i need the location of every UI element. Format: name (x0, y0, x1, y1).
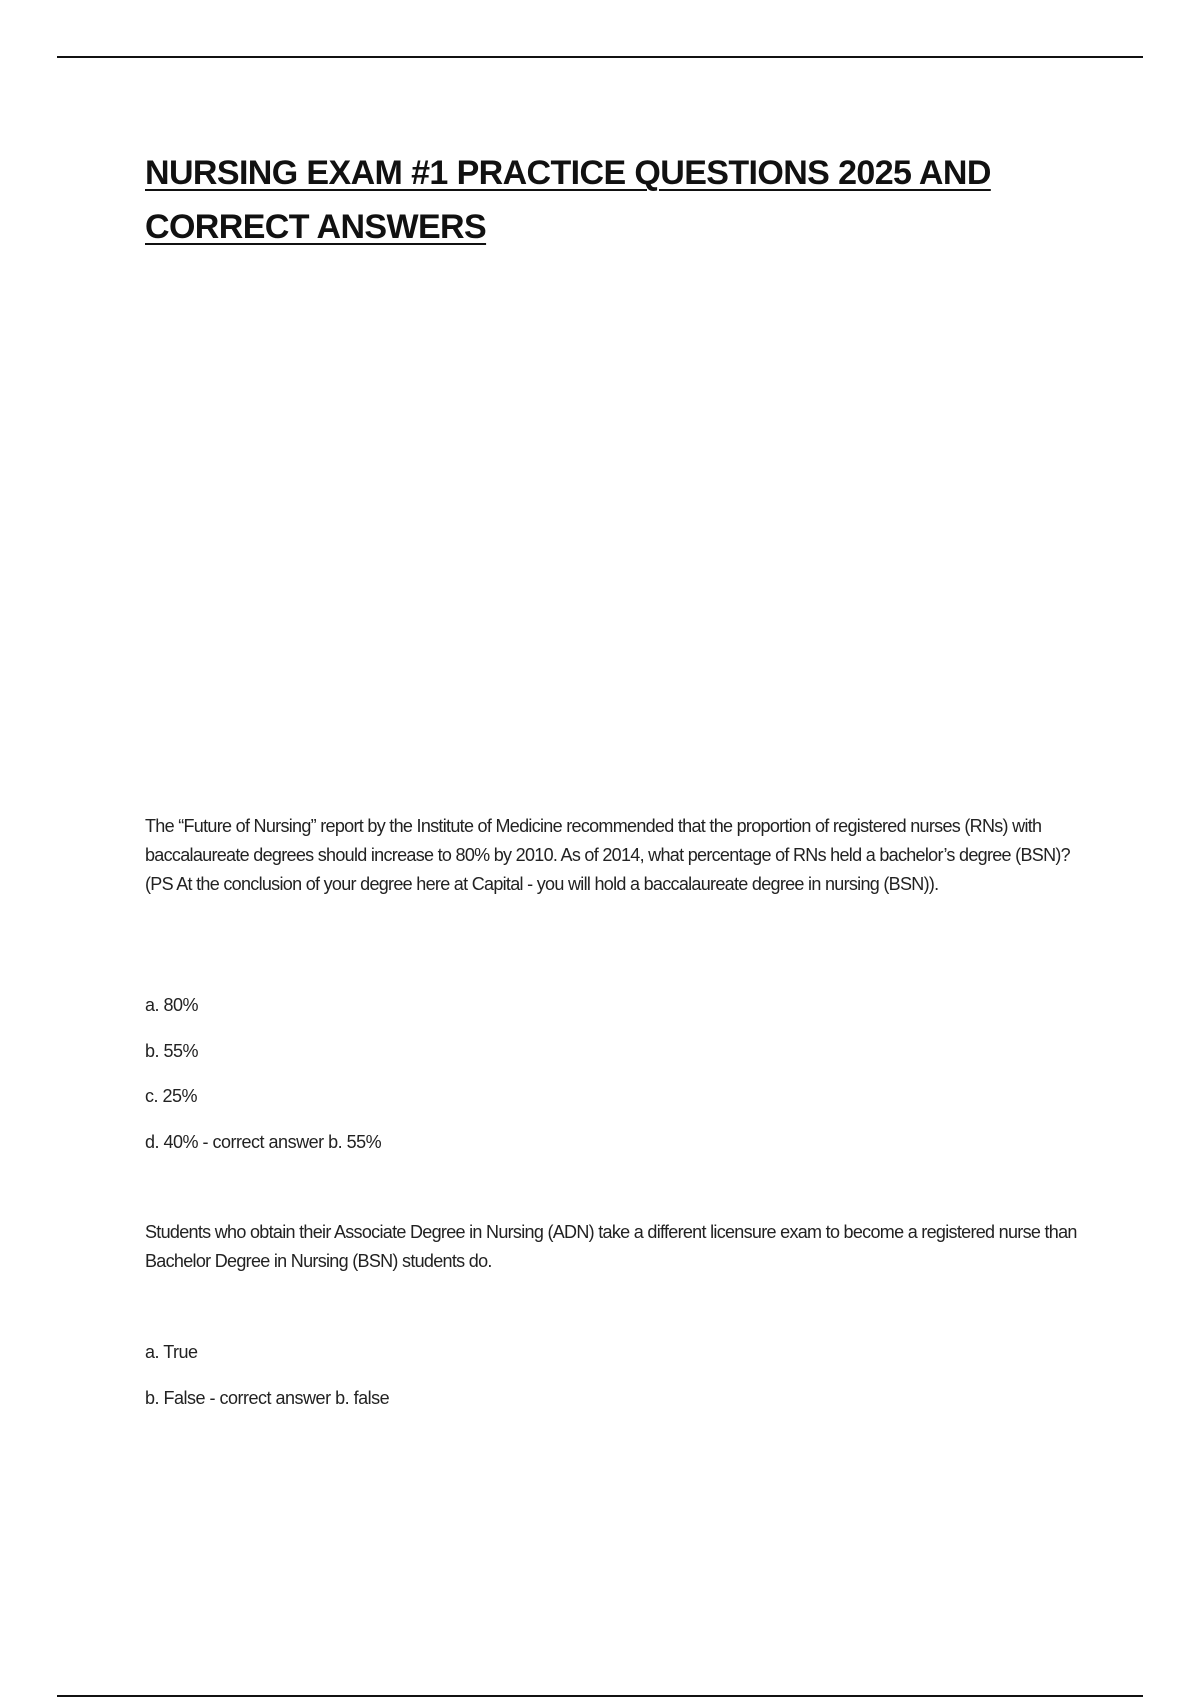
question-1-text: The “Future of Nursing” report by the Institute of Medicine recommended that the proportion of registered nurses (RNs) with baccalaureate degrees should increase to 80% by 2010. As of 2014, what percentage of RNs held a bachelor’s degree (BSN)? (PS At the conclusion of your degree here at Capital - you will hold a baccalaureate degree in nursing (BSN)). (145, 816, 1070, 894)
question-1-option-b: b. 55% (145, 1041, 199, 1061)
question-2-text: Students who obtain their Associate Degree in Nursing (ADN) take a different licensure exam to become a registered nurse than Bachelor Degree in Nursing (BSN) students do. (145, 1222, 1077, 1271)
bottom-divider (57, 1695, 1143, 1697)
document-title: NURSING EXAM #1 PRACTICE QUESTIONS 2025 AND CORRECT ANSWERS (145, 154, 991, 246)
question-1-option-c: c. 25% (145, 1086, 198, 1106)
question-2-option-a: a. True (145, 1342, 198, 1362)
question-1-option-d-answer: d. 40% - correct answer b. 55% (145, 1132, 382, 1152)
top-divider (57, 56, 1143, 58)
question-1-option-a: a. 80% (145, 995, 199, 1015)
question-2-option-b-answer: b. False - correct answer b. false (145, 1388, 390, 1408)
